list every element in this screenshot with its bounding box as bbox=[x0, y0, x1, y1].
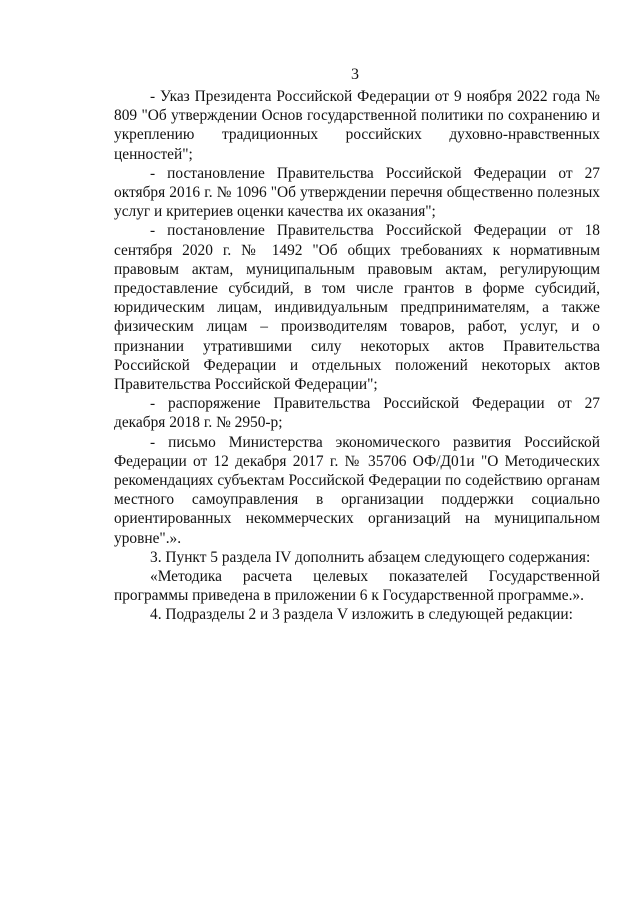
page-number: 3 bbox=[351, 66, 359, 83]
paragraph-resolution-1096: - постановление Правительства Российской Федерации от 27 октября 2016 г. № 1096 "Об утверждении перечня общественно полезных услуг и критериев оценки качества их оказания"; bbox=[114, 164, 600, 221]
paragraph-letter-35706: - письмо Министерства экономического развития Российской Федерации от 12 декабря 2017 г. № 35706 ОФ/Д01и "О Методических рекомендациях субъектам Российской Федерации по содействию органам местного самоуправления в организации поддержки социально ориентированных некоммерческих организаций на муниципальном уровне".». bbox=[114, 433, 600, 547]
paragraph-resolution-1492: - постановление Правительства Российской Федерации от 18 сентября 2020 г. № 1492 "Об общих требованиях к нормативным правовым актам, муниципальным правовым актам, регулирующим предоставление субсидий, в том числе грантов в форме субсидий, юридическим лицам, индивидуальным предпринимателям, а также физическим лицам – производителям товаров, работ, услуг, и о признании утратившими силу некоторых актов Правительства Российской Федерации и отдельных положений некоторых актов Правительства Российской Федерации"; bbox=[114, 222, 600, 394]
paragraph-item-3: 3. Пункт 5 раздела IV дополнить абзацем следующего содержания: bbox=[150, 548, 591, 566]
document-body bbox=[114, 87, 600, 625]
paragraph-methodology: «Методика расчета целевых показателей Государственной программы приведена в приложении 6 к Государственной программе.». bbox=[114, 568, 600, 605]
paragraph-order-2950: - распоряжение Правительства Российской Федерации от 27 декабря 2018 г. № 2950-р; bbox=[114, 395, 600, 432]
paragraph-decree-809: - Указ Президента Российской Федерации от 9 ноября 2022 года № 809 "Об утверждении Основ государственной политики по сохранению и укреплению традиционных российских духовно-нравственных ценностей"; bbox=[114, 88, 600, 163]
paragraph-item-4: 4. Подразделы 2 и 3 раздела V изложить в следующей редакции: bbox=[150, 606, 573, 624]
